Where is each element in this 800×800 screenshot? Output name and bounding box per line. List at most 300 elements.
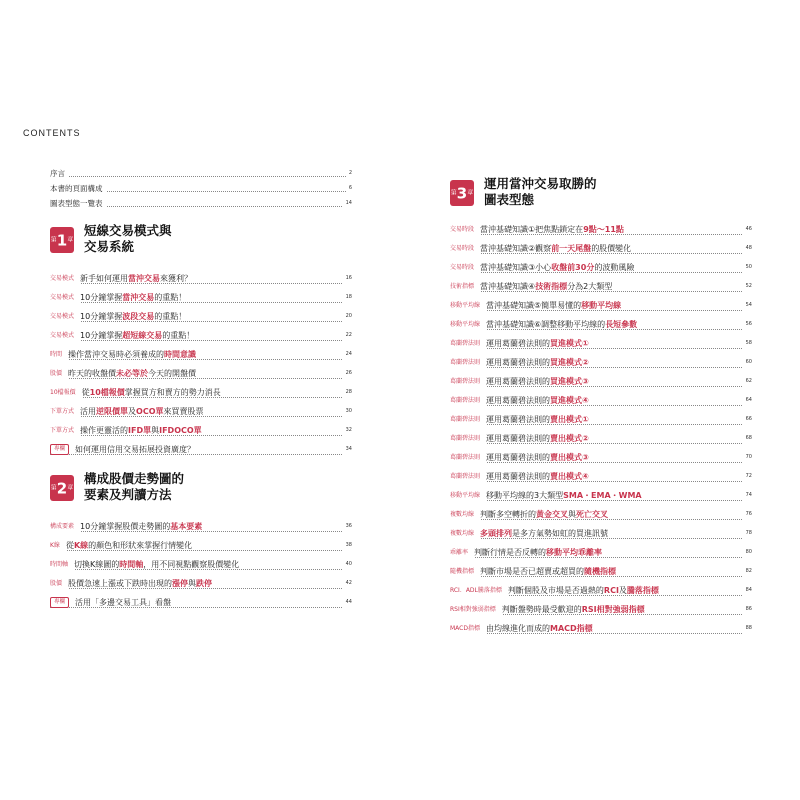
page-number: 42 (343, 574, 352, 593)
chapter-title-line1: 構成股價走勢圖的 (84, 471, 185, 486)
toc-entry[interactable] (50, 517, 352, 536)
entry-title (480, 567, 619, 576)
leader-dots (50, 588, 352, 589)
toc-entry[interactable] (50, 326, 352, 345)
leader-dots (450, 576, 752, 577)
toc-entry[interactable] (50, 402, 352, 421)
chapter-suffix: 章 (67, 236, 74, 244)
entry-text: 及 (128, 407, 137, 416)
entry-title (486, 415, 592, 424)
entry-highlight: 當沖交易 (128, 274, 161, 283)
chapter-title-line2: 要素及判讀方法 (84, 487, 172, 502)
entry-text: 運用葛蘭碧法則的 (486, 434, 551, 443)
leader-dots (50, 550, 352, 551)
entry-highlight: RCI (603, 586, 619, 595)
entry-title (480, 510, 611, 519)
entry-title (480, 244, 634, 253)
topic-label: 時間軸 (50, 555, 74, 574)
entry-highlight: 超短線交易 (122, 331, 163, 340)
entry-title (75, 445, 198, 454)
entry-text: 活用 (80, 407, 97, 416)
chapter-number: 1 (56, 231, 68, 250)
page-number: 16 (343, 269, 352, 288)
chapter-badge (50, 227, 74, 253)
page-number: 58 (743, 334, 752, 353)
topic-label: 葛蘭碧法則 (450, 448, 486, 467)
topic-label: RSI相對強弱指標 (450, 600, 502, 619)
entry-highlight: 買進模式③ (550, 377, 589, 386)
entry-title (80, 426, 205, 435)
page-number: 68 (743, 429, 752, 448)
entry-title (486, 624, 596, 633)
page-number: 40 (343, 555, 352, 574)
leader-dots (50, 378, 352, 379)
topic-label: 葛蘭碧法則 (450, 467, 486, 486)
page-number: 60 (743, 353, 752, 372)
entry-highlight: 時間意識 (164, 350, 197, 359)
topic-label: 隨機指標 (450, 562, 480, 581)
toc-entry[interactable] (450, 467, 752, 486)
leader-dots (450, 253, 752, 254)
entry-text: 如何運用信用交易拓展投資廣度？ (75, 445, 196, 454)
leader-dots (450, 519, 752, 520)
chapter-prefix: 第 (50, 236, 57, 244)
topic-label: 乖離率 (450, 543, 474, 562)
entry-text: 及 (618, 586, 627, 595)
toc-entry[interactable] (450, 562, 752, 581)
page-number: 54 (743, 296, 752, 315)
entry-highlight: IFDOCO單 (159, 426, 202, 435)
topic-label: 葛蘭碧法則 (450, 391, 486, 410)
topic-label: 下單方式 (50, 402, 80, 421)
leader-dots (450, 481, 752, 482)
topic-label: 葛蘭碧法則 (450, 353, 486, 372)
toc-entry[interactable] (450, 448, 752, 467)
entry-text: 操作更靈活的 (80, 426, 129, 435)
topic-label: 移動平均線 (450, 296, 486, 315)
leader-dots (450, 500, 752, 501)
topic-label: 移動平均線 (450, 486, 486, 505)
page-number: 72 (743, 467, 752, 486)
toc-entry[interactable] (450, 581, 752, 600)
page-number: 6 (346, 181, 352, 196)
entry-text: 判斷多空轉折的 (480, 510, 537, 519)
page-number: 84 (743, 581, 752, 600)
toc-entry[interactable] (450, 353, 752, 372)
topic-label: 交易時段 (450, 220, 480, 239)
entry-highlight: 10檔報價 (89, 388, 125, 397)
column-badge: 專欄 (50, 444, 69, 455)
leader-dots (450, 633, 752, 634)
entry-title (474, 548, 605, 557)
entry-title (68, 369, 199, 378)
toc-entry[interactable] (50, 593, 352, 612)
topic-label: 股價 (50, 574, 68, 593)
entry-highlight: 時間軸 (119, 560, 144, 569)
toc-entry[interactable] (450, 600, 752, 619)
entry-text: 的重點！ (154, 293, 187, 302)
leader-dots (450, 443, 752, 444)
entry-title (486, 339, 592, 348)
entry-text: 活用「多邊交易工具」看盤 (75, 598, 172, 607)
leader-dots (450, 538, 752, 539)
entry-text: 判斷盤勢時最受歡迎的 (501, 605, 582, 614)
leader-dots (50, 283, 352, 284)
toc-entry[interactable] (450, 258, 752, 277)
chapter-number: 3 (456, 184, 468, 203)
page-number: 46 (743, 220, 752, 239)
toc-entry[interactable] (50, 345, 352, 364)
leader-dots (50, 397, 352, 398)
entry-text: 的波動風險 (594, 263, 635, 272)
page-number: 76 (743, 505, 752, 524)
entry-text: 來獲利？ (160, 274, 193, 283)
entry-text: 判斷行情是否反轉的 (474, 548, 547, 557)
entry-title (66, 541, 195, 550)
toc-entry[interactable] (50, 536, 352, 555)
topic-label: 下單方式 (50, 421, 80, 440)
toc-entry[interactable] (450, 619, 752, 638)
entry-title (486, 301, 624, 310)
chapter-badge (50, 475, 74, 501)
toc-entry[interactable] (450, 296, 752, 315)
leader-dots (50, 340, 352, 341)
topic-label: 技術指標 (450, 277, 480, 296)
leader-dots (450, 557, 752, 558)
entry-text: 當沖基礎知識①把焦點鎖定在 (480, 225, 584, 234)
entry-text: 當沖基礎知識④ (480, 282, 536, 291)
page-number: 2 (346, 166, 352, 181)
intro-entry[interactable] (50, 181, 352, 196)
chapter-badge (450, 180, 474, 206)
page-number: 30 (343, 402, 352, 421)
topic-label: 時間 (50, 345, 68, 364)
entry-highlight: 黃金交叉 (536, 510, 569, 519)
chapter-suffix: 章 (467, 189, 474, 197)
entry-title (486, 472, 592, 481)
entry-title (75, 598, 174, 607)
entry-title (502, 605, 648, 614)
entry-title (82, 388, 224, 397)
entry-text: 10分鐘掌握 (80, 331, 123, 340)
entry-text: 分為2大類型 (567, 282, 613, 291)
entry-text: 昨天的收盤價 (68, 369, 117, 378)
entry-title (486, 320, 640, 329)
entry-highlight: MACD指標 (550, 624, 593, 633)
leader-dots (50, 321, 352, 322)
leader-dots (450, 367, 752, 368)
entry-highlight: 賣出模式① (550, 415, 589, 424)
entry-title (80, 522, 205, 531)
page-number: 14 (343, 196, 352, 211)
entry-text: 運用葛蘭碧法則的 (486, 377, 551, 386)
entry-highlight: 漲停 (172, 579, 189, 588)
entry-text: 今天的開盤價 (148, 369, 197, 378)
entry-text: 運用葛蘭碧法則的 (486, 358, 551, 367)
entry-highlight: 隨機指標 (584, 567, 617, 576)
toc-entry[interactable] (450, 372, 752, 391)
topic-label: 複數均線 (450, 524, 480, 543)
entry-text: 當沖基礎知識②觀察 (480, 244, 552, 253)
entry-text: 10分鐘掌握股價走勢圖的 (80, 522, 171, 531)
toc-right-column (450, 176, 752, 638)
leader-dots (450, 386, 752, 387)
entry-text: 的顏色和形狀來掌握行情變化 (88, 541, 193, 550)
page-number: 24 (343, 345, 352, 364)
topic-label: 交易模式 (50, 269, 80, 288)
entry-title (480, 529, 611, 538)
topic-label: 交易時段 (450, 239, 480, 258)
leader-dots (450, 424, 752, 425)
entry-text: 當沖基礎知識⑤簡單易懂的 (486, 301, 582, 310)
entry-text: 當沖基礎知識⑥調整移動平均線的 (486, 320, 606, 329)
entry-highlight: 騰落指標 (626, 586, 659, 595)
toc-left-column (50, 166, 352, 612)
toc-entry[interactable] (50, 440, 352, 459)
intro-entry[interactable] (50, 166, 352, 181)
leader-dots (50, 359, 352, 360)
toc-entry[interactable] (50, 269, 352, 288)
leader-dots (450, 272, 752, 273)
entry-highlight: 移動平均線 (581, 301, 622, 310)
toc-entry[interactable] (450, 486, 752, 505)
toc-entry[interactable] (450, 239, 752, 258)
entry-title (508, 586, 662, 595)
entry-title (480, 263, 637, 272)
page-number: 20 (343, 307, 352, 326)
chapter-title (84, 471, 344, 503)
page-number: 18 (343, 288, 352, 307)
entry-highlight: RSI相對強弱指標 (581, 605, 645, 614)
entry-title (480, 225, 627, 234)
chapter-title-line1: 運用當沖交易取勝的 (484, 176, 597, 191)
page-number: 48 (743, 239, 752, 258)
toc-entry[interactable] (450, 277, 752, 296)
entry-title (486, 491, 645, 500)
page-number: 50 (743, 258, 752, 277)
entry-text: 操作當沖交易時必須養成的 (68, 350, 165, 359)
leader-dots (450, 348, 752, 349)
entry-highlight: 前一天尾盤 (551, 244, 592, 253)
topic-label: 移動平均線 (450, 315, 486, 334)
entry-text: 掌握買方和賣方的勢力消長 (124, 388, 221, 397)
entry-highlight: 逆限價單 (96, 407, 129, 416)
page-number: 62 (743, 372, 752, 391)
entry-text: 股價急速上漲或下跌時出現的 (68, 579, 173, 588)
toc-entry[interactable] (450, 524, 752, 543)
entry-text: 與 (151, 426, 160, 435)
entry-highlight: 買進模式④ (550, 396, 589, 405)
entry-highlight: 波段交易 (122, 312, 155, 321)
entry-title (80, 274, 195, 283)
topic-label: 股價 (50, 364, 68, 383)
chapter-title (84, 223, 344, 255)
column-badge: 專欄 (50, 597, 69, 608)
topic-label: 葛蘭碧法則 (450, 429, 486, 448)
entry-title (80, 293, 189, 302)
page-number: 88 (743, 619, 752, 638)
topic-label: 葛蘭碧法則 (450, 410, 486, 429)
entry-title (486, 396, 592, 405)
toc-entry[interactable] (50, 307, 352, 326)
page-number: 36 (343, 517, 352, 536)
page-number: 32 (343, 421, 352, 440)
entry-highlight: SMA・EMA・WMA (563, 491, 642, 500)
entry-highlight: 賣出模式② (550, 434, 589, 443)
entry-text: 從 (65, 541, 74, 550)
leader-dots (50, 302, 352, 303)
entry-text: 切換K線圖的 (74, 560, 120, 569)
page-number: 70 (743, 448, 752, 467)
toc-entry[interactable] (450, 410, 752, 429)
leader-dots (50, 416, 352, 417)
leader-dots (50, 454, 352, 455)
intro-entry-text: 序言 (50, 169, 68, 178)
entry-highlight: 賣出模式④ (550, 472, 589, 481)
entry-title (486, 377, 592, 386)
chapter-heading (50, 223, 352, 269)
entry-text: 從 (81, 388, 90, 397)
topic-label: 葛蘭碧法則 (450, 334, 486, 353)
leader-dots (50, 569, 352, 570)
entry-text: 10分鐘掌握 (80, 293, 123, 302)
leader-dots (50, 176, 352, 177)
entry-highlight: 移動平均乖離率 (546, 548, 603, 557)
leader-dots (50, 607, 352, 608)
toc-entry[interactable] (450, 543, 752, 562)
topic-label: 交易模式 (50, 326, 80, 345)
toc-entry[interactable] (450, 220, 752, 239)
entry-title (74, 560, 242, 569)
page-number: 82 (743, 562, 752, 581)
entry-text: 與 (568, 510, 577, 519)
leader-dots (450, 462, 752, 463)
entry-text: 的重點！ (154, 312, 187, 321)
entry-highlight: 未必等於 (116, 369, 149, 378)
page-number: 52 (743, 277, 752, 296)
page-number: 44 (343, 593, 352, 612)
entry-text: 是多方氣勢如虹的買進訊號 (512, 529, 609, 538)
chapter-number: 2 (56, 479, 68, 498)
topic-label: 10檔報價 (50, 383, 82, 402)
entry-text: 運用葛蘭碧法則的 (486, 396, 551, 405)
chapter-title-line1: 短線交易模式與 (84, 223, 172, 238)
entry-text: 判斷個股及市場是否過熱的 (507, 586, 604, 595)
page-number: 80 (743, 543, 752, 562)
page-number: 26 (343, 364, 352, 383)
chapter-heading (50, 471, 352, 517)
chapter-title-line2: 交易系統 (84, 239, 135, 254)
entry-title (80, 331, 197, 340)
topic-label: 葛蘭碧法則 (450, 372, 486, 391)
entry-text: 新手如何運用 (80, 274, 129, 283)
entry-text: 當沖基礎知識③小心 (480, 263, 552, 272)
intro-entry-text: 圖表型態一覽表 (50, 199, 106, 208)
entry-title (80, 407, 206, 416)
intro-entry[interactable] (50, 196, 352, 211)
page-number: 22 (343, 326, 352, 345)
toc-entry[interactable] (450, 505, 752, 524)
entry-highlight: 技術指標 (535, 282, 568, 291)
toc-entry[interactable] (50, 288, 352, 307)
toc-entry[interactable] (450, 391, 752, 410)
toc-entry[interactable] (450, 334, 752, 353)
chapter-title (484, 176, 744, 208)
page-number: 74 (743, 486, 752, 505)
topic-label: RCI．ADL騰落指標 (450, 581, 508, 600)
toc-entry[interactable] (50, 555, 352, 574)
entry-title (68, 579, 215, 588)
entry-highlight: 跌停 (196, 579, 213, 588)
entry-text: 由均線進化而成的 (486, 624, 550, 633)
entry-text: 判斷市場是否已超賣或超買的 (480, 567, 585, 576)
entry-text: 移動平均線的3大類型 (486, 491, 564, 500)
entry-highlight: 死亡交叉 (576, 510, 609, 519)
chapter-title-line2: 圖表型態 (484, 192, 535, 207)
entry-text: 與 (188, 579, 197, 588)
page-number: 34 (343, 440, 352, 459)
page-number: 38 (343, 536, 352, 555)
toc-entry[interactable] (50, 383, 352, 402)
contents-heading: CONTENTS (23, 128, 81, 138)
entry-highlight: 多頭排列 (480, 529, 513, 538)
entry-text: 運用葛蘭碧法則的 (486, 453, 551, 462)
chapter-prefix: 第 (450, 189, 457, 197)
leader-dots (50, 531, 352, 532)
leader-dots (450, 310, 752, 311)
toc-entry[interactable] (50, 421, 352, 440)
entry-text: ，用不同視點觀察股價變化 (143, 560, 240, 569)
toc-entry[interactable] (450, 315, 752, 334)
topic-label: 複數均線 (450, 505, 480, 524)
toc-entry[interactable] (50, 574, 352, 593)
toc-entry[interactable] (450, 429, 752, 448)
leader-dots (450, 291, 752, 292)
entry-highlight: 買進模式② (550, 358, 589, 367)
intro-entry-text: 本書的頁面構成 (50, 184, 106, 193)
entry-text: 的重點！ (162, 331, 195, 340)
entry-text: 來買賣股票 (163, 407, 204, 416)
topic-label: MACD指標 (450, 619, 486, 638)
entry-highlight: OCO單 (136, 407, 164, 416)
page-number: 78 (743, 524, 752, 543)
entry-title (486, 358, 592, 367)
chapter-suffix: 章 (67, 484, 74, 492)
chapter-prefix: 第 (50, 484, 57, 492)
topic-label: K線 (50, 536, 66, 555)
entry-highlight: 買進模式① (550, 339, 589, 348)
topic-label: 交易模式 (50, 288, 80, 307)
page-number: 28 (343, 383, 352, 402)
entry-title (480, 282, 615, 291)
page-number: 86 (743, 600, 752, 619)
leader-dots (450, 329, 752, 330)
entry-highlight: IFD單 (128, 426, 152, 435)
entry-highlight: 長短參數 (605, 320, 638, 329)
chapter-heading (450, 176, 752, 220)
toc-entry[interactable] (50, 364, 352, 383)
entry-highlight: 基本要素 (170, 522, 203, 531)
entry-title (68, 350, 199, 359)
leader-dots (450, 405, 752, 406)
entry-highlight: 賣出模式③ (550, 453, 589, 462)
page-number: 66 (743, 410, 752, 429)
entry-title (486, 434, 592, 443)
topic-label: 交易時段 (450, 258, 480, 277)
entry-text: 運用葛蘭碧法則的 (486, 339, 551, 348)
entry-highlight: 當沖交易 (122, 293, 155, 302)
entry-text: 運用葛蘭碧法則的 (486, 472, 551, 481)
